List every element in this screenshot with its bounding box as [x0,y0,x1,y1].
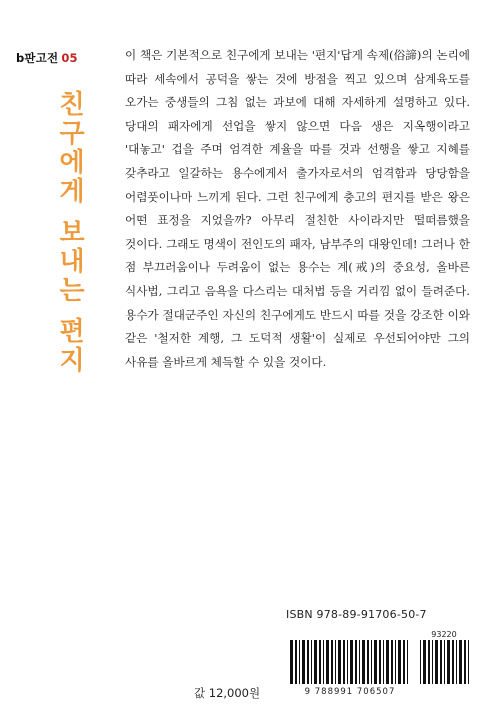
title-char: 지 [59,346,85,376]
title-char: 보 [59,218,85,248]
title-char: 에 [59,148,85,178]
book-title-vertical [50,92,94,377]
title-char: 구 [59,119,85,149]
title-char: 친 [59,90,85,120]
title-char: 게 [59,177,85,207]
series-name: b판고전 [16,51,59,65]
series-label [16,50,78,66]
title-char: 내 [59,247,85,277]
addon-bars [420,640,469,684]
description-paragraph: 이 책은 기본적으로 친구에게 보내는 '편지'답게 속제(俗諦)의 논리에 따라 세속에서 공덕을 쌓는 것에 방점을 찍고 있으며 삼계육도를 오가는 중생들의 그침 없는 과보에 대해 자세하게 설명하고 있다. 당대의 패자에게 선업을 쌓지 않으면 다음 생은 지옥행이라고 '대놓고' 겁을 주며 엄격한 계율을 따를 것과 선행을 쌓고 지혜를 갖추라고 일갈하는 용수에게서 출가자로서의 엄격함과 당당함을 어렴풋이나마 느끼게 된다. 그런 친구에게 충고의 편지를 받은 왕은 어떤 표정을 지었을까? 아무리 절친한 사이라지만 떨떠름했을 것이다. 그래도 명색이 전인도의 패자, 남부주의 대왕인데! 그러나 한 점 부끄러움이나 두려움이 없는 용수는 계(戒)의 중요성, 올바른 식사법, 그리고 음욕을 다스리는 대처법 등을 거리낌 없이 들려준다. 용수가 절대군주인 자신의 친구에게도 반드시 따를 것을 강조한 이와 같은 '철저한 계행, 그 도덕적 생활'이 실제로 우선되어야만 그의 사유를 올바르게 체득할 수 있을 것이다. [125,48,470,369]
series-number: 05 [61,51,78,65]
title-char: 는 [59,276,85,306]
title-char: 편 [59,317,85,347]
price: 값 12,000원 [194,686,261,700]
barcode [286,628,474,698]
isbn-number: ISBN 978-89-91706-50-7 [286,608,427,621]
barcode-digits: 9 788991 706507 [304,687,396,697]
barcode-bars [290,640,408,684]
book-description [125,44,470,374]
addon-code: 93220 [431,630,457,639]
